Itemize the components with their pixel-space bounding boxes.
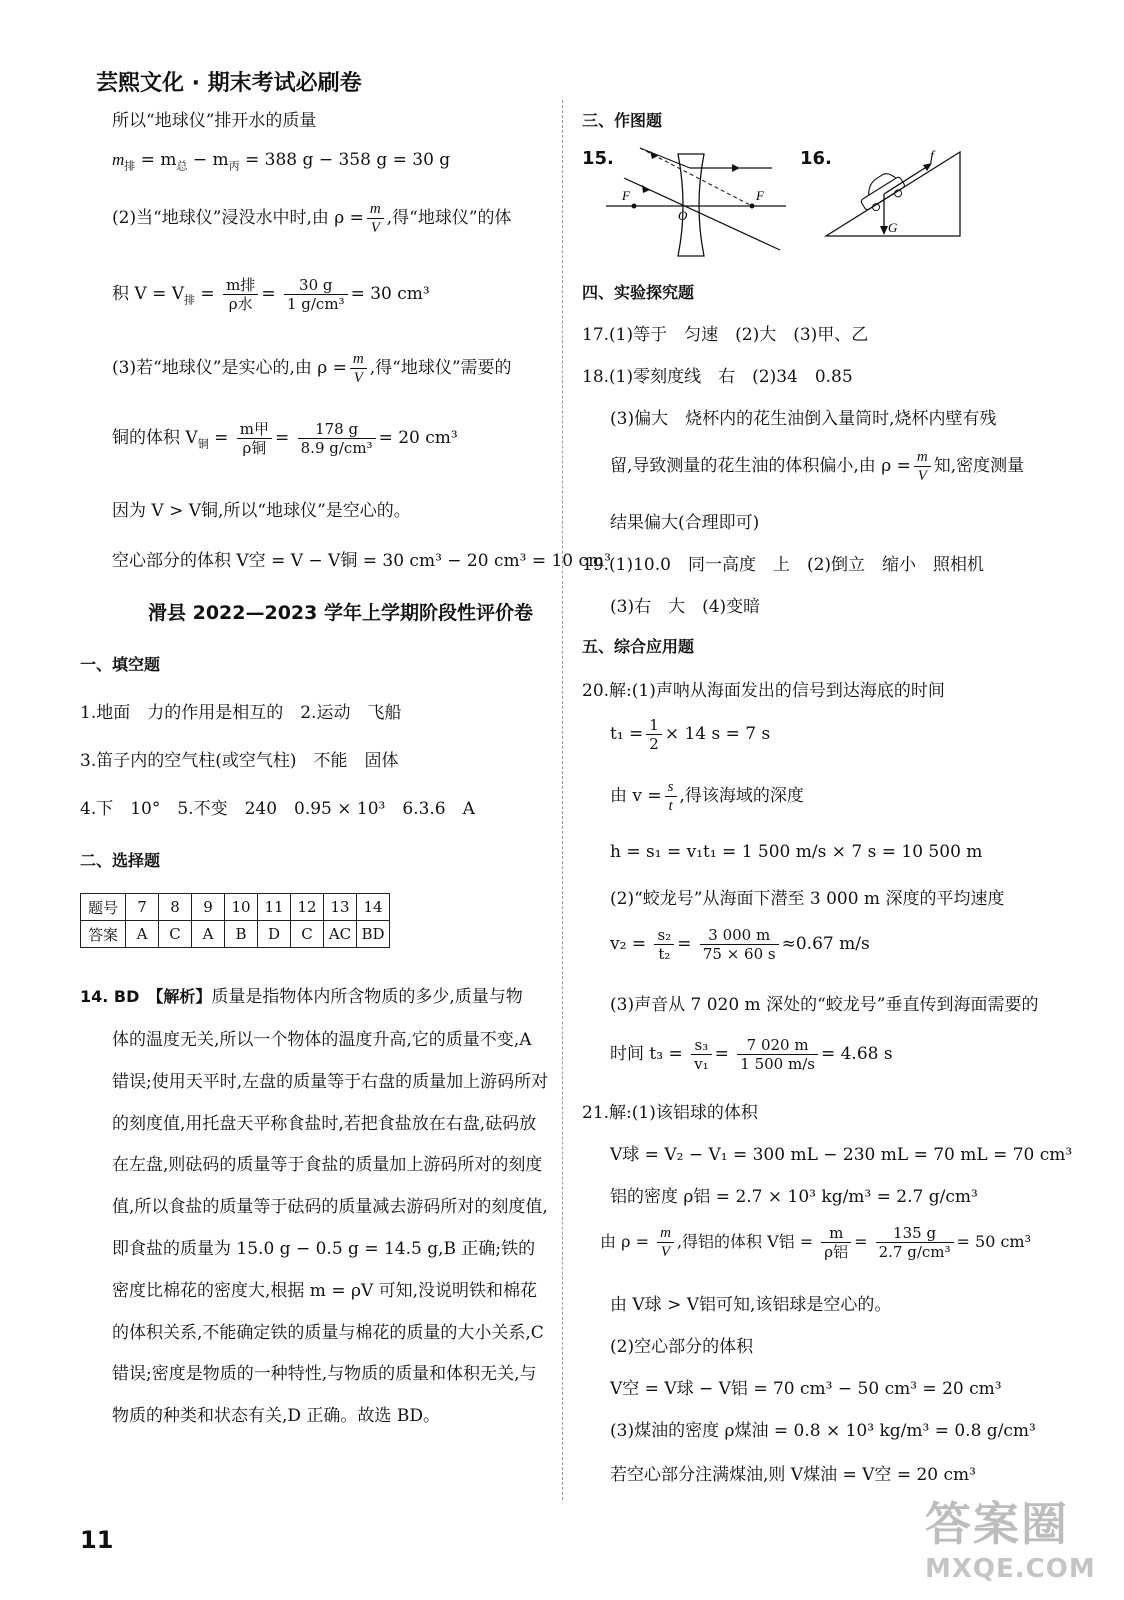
column-divider xyxy=(562,100,563,1500)
table-cell: 7 xyxy=(126,894,159,921)
q15-label: 15. xyxy=(582,148,614,169)
left-line-1: 所以“地球仪”排开水的质量 xyxy=(112,111,317,131)
q21-line-8: (3)煤油的密度 ρ煤油 = 0.8 × 10³ kg/m³ = 0.8 g/cm³ xyxy=(610,1421,1036,1441)
section-experiment: 四、实验探究题 xyxy=(582,283,695,302)
table-cell: 14 xyxy=(357,894,390,921)
section-drawing: 三、作图题 xyxy=(582,111,663,130)
table-cell: 9 xyxy=(192,894,225,921)
watermark-logo xyxy=(925,1488,1117,1588)
q21-line-7: V空 = V球 − V铝 = 70 cm³ − 50 cm³ = 20 cm³ xyxy=(610,1379,1002,1399)
table-cell: A xyxy=(126,921,159,948)
table-cell: 12 xyxy=(291,894,324,921)
left-line-2: $m_排 = m_总 - m_丙 = 388$ g − 358 g = 30 g xyxy=(112,150,451,173)
gravity-label: G xyxy=(888,220,898,235)
q16-label: 16. xyxy=(800,148,832,169)
section-application: 五、综合应用题 xyxy=(582,637,695,656)
arrow-icon xyxy=(732,164,740,172)
friction-label: f xyxy=(930,149,934,164)
table-cell: C xyxy=(291,921,324,948)
q21-line-6: (2)空心部分的体积 xyxy=(610,1337,754,1357)
table-row-header xyxy=(81,894,390,921)
table-cell: AC xyxy=(324,921,357,948)
q21-line-5: 由 V球 > V铝可知,该铝球是空心的。 xyxy=(610,1295,892,1315)
table-cell: 8 xyxy=(159,894,192,921)
q14-first-line: 14. BD 【解析】质量是指物体内所含物质的多少,质量与物 xyxy=(80,987,523,1007)
q20-line-3: 由 v = $\frac{s}{t}$ ,得该海域的深度 xyxy=(610,779,804,814)
concave-lens-diagram xyxy=(600,138,790,264)
table-cell: 答案 xyxy=(81,921,126,948)
q20-line-5: (2)“蛟龙号”从海面下潜至 3 000 m 深度的平均速度 xyxy=(610,889,1005,909)
focus-point-left xyxy=(632,204,637,209)
q20-line-6: v₂ = $\frac{\text{s₂}}{\text{t₂}}$ = $\frac{3 000 m}{75 \times 60 s}$ ≈0.67 m/s xyxy=(610,926,870,963)
choice-answer-table xyxy=(80,893,390,948)
exam-title: 滑县 2022—2023 学年上学期阶段性评价卷 xyxy=(148,602,533,624)
q20-line-7: (3)声音从 7 020 m 深处的“蛟龙号”垂直传到海面需要的 xyxy=(610,995,1039,1015)
table-cell: D xyxy=(258,921,291,948)
focus-label-left: F xyxy=(622,188,630,203)
q21-line-1: 21.解:(1)该铝球的体积 xyxy=(582,1103,758,1123)
page-header-title: 芸熙文化 · 期末考试必刷卷 xyxy=(96,71,362,96)
q21-line-3: 铝的密度 ρ铝 = 2.7 × 10³ kg/m³ = 2.7 g/cm³ xyxy=(610,1187,978,1207)
q20-line-4: h = s₁ = v₁t₁ = 1 500 m/s × 7 s = 10 500 m xyxy=(610,842,983,862)
left-line-3: (2)当“地球仪”浸没水中时,由 ρ = $\frac{m}{V}$ ,得“地球仪”的体 xyxy=(112,201,512,236)
q18-answer-4: 结果偏大(合理即可) xyxy=(610,513,760,533)
q20-line-2: t₁ = $\frac{1}{2}$ × 14 s = 7 s xyxy=(610,716,771,753)
focus-label-right: F xyxy=(756,188,764,203)
table-cell: 11 xyxy=(258,894,291,921)
table-cell: 10 xyxy=(225,894,258,921)
table-cell: A xyxy=(192,921,225,948)
incline-force-diagram xyxy=(820,142,970,242)
table-cell: BD xyxy=(357,921,390,948)
table-row-answers xyxy=(81,921,390,948)
table-cell: C xyxy=(159,921,192,948)
optical-center-label: O xyxy=(678,208,688,223)
incident-ray xyxy=(640,148,690,168)
left-line-8: 空心部分的体积 V空 = V − V铜 = 30 cm³ − 20 cm³ = 10 cm³ xyxy=(112,551,611,571)
q19-answer-2: (3)右 大 (4)变暗 xyxy=(610,597,761,617)
fill-answer-3: 4.下 10° 5.不变 240 0.95 × 10³ 6.3.6 A xyxy=(80,799,475,819)
car-icon xyxy=(855,168,909,216)
left-line-5: (3)若“地球仪”是实心的,由 ρ = $\frac{m}{V}$ ,得“地球仪”需要的 xyxy=(112,351,512,386)
q20-line-1: 20.解:(1)声呐从海面发出的信号到达海底的时间 xyxy=(582,681,945,701)
left-line-7: 因为 V > V铜,所以“地球仪”是空心的。 xyxy=(112,501,411,521)
q18-answer-3: 留,导致测量的花生油的体积偏小,由 ρ = $\frac{m}{V}$ 知,密度测量 xyxy=(610,449,1025,484)
q18-answer-2: (3)偏大 烧杯内的花生油倒入量筒时,烧杯内壁有残 xyxy=(610,409,997,429)
q14-explanation: 体的温度无关,所以一个物体的温度升高,它的质量不变,A 错误;使用天平时,左盘的质量等于右盘的质量加上游码所对的刻度值,用托盘天平称食盐时,若把食盐放在右盘,砝码放在左盘,则砝码的质量等于食盐的质量加上游码所对的刻度值,所以食盐的质量等于砝码的质量减去游码所对的刻度值,即食盐的质量为 15.0 g − 0.5 g = 14.5 g,B 正确;铁的密度比棉花的密度大,根据 m = ρV 可知,没说明铁和棉花的体积关系,不能确定铁的质量与棉花的质量的大小关系,C 错误;密度是物质的一种特性,与物质的质量和体积无关,与物质的种类和状态有关,D 正确。故选 BD。 xyxy=(112,1030,549,1427)
section-choice: 二、选择题 xyxy=(80,851,161,870)
arrow-icon xyxy=(880,226,888,235)
q18-answer-1: 18.(1)零刻度线 右 (2)34 0.85 xyxy=(582,367,853,387)
q21-line-4: 由 ρ = $\frac{m}{V}$ ,得铝的体积 V铝 = $\frac{m}{\text{ρ铝}}$ = $\frac{135 g}{\text{2.7 g/cm³}}$ = 50 cm³ xyxy=(600,1224,1031,1261)
table-cell: B xyxy=(225,921,258,948)
q17-answer: 17.(1)等于 匀速 (2)大 (3)甲、乙 xyxy=(582,325,869,345)
table-cell: 13 xyxy=(324,894,357,921)
focus-point-right xyxy=(750,204,755,209)
left-line-4: 积 $V = V_排$ = $\frac{\text{m排}}{\text{ρ水}}$ = $\frac{30 g}{\text{1 g/cm³}}$ = 30 cm³ xyxy=(112,276,430,313)
section-fill-blank: 一、填空题 xyxy=(80,655,161,674)
friction-vector xyxy=(884,166,928,194)
watermark-bottom-text: MXQE.COM xyxy=(925,1554,1096,1584)
q19-answer-1: 19.(1)10.0 同一高度 上 (2)倒立 缩小 照相机 xyxy=(582,555,985,575)
page-number: 11 xyxy=(80,1526,114,1554)
fill-answer-2: 3.笛子内的空气柱(或空气柱) 不能 固体 xyxy=(80,751,399,771)
fill-answer-1: 1.地面 力的作用是相互的 2.运动 飞船 xyxy=(80,703,402,723)
watermark-top-text: 答案圈 xyxy=(925,1497,1069,1551)
q20-line-8: 时间 t₃ = $\frac{\text{s₃}}{\text{v₁}}$ = $\frac{7 020 m}{1 500 m/s}$ = 4.68 s xyxy=(610,1036,893,1073)
table-cell: 题号 xyxy=(81,894,126,921)
extension-dashed-line xyxy=(640,148,752,206)
q21-line-9: 若空心部分注满煤油,则 V煤油 = V空 = 20 cm³ xyxy=(610,1465,976,1485)
left-line-6: 铜的体积 $V_铜$ = $\frac{\text{m甲}}{\text{ρ铜}}$ = $\frac{178 g}{\text{8.9 g/cm³}}$ = 20 cm³ xyxy=(112,420,458,457)
q21-line-2: V球 = V₂ − V₁ = 300 mL − 230 mL = 70 mL = 70 cm³ xyxy=(610,1145,1073,1165)
